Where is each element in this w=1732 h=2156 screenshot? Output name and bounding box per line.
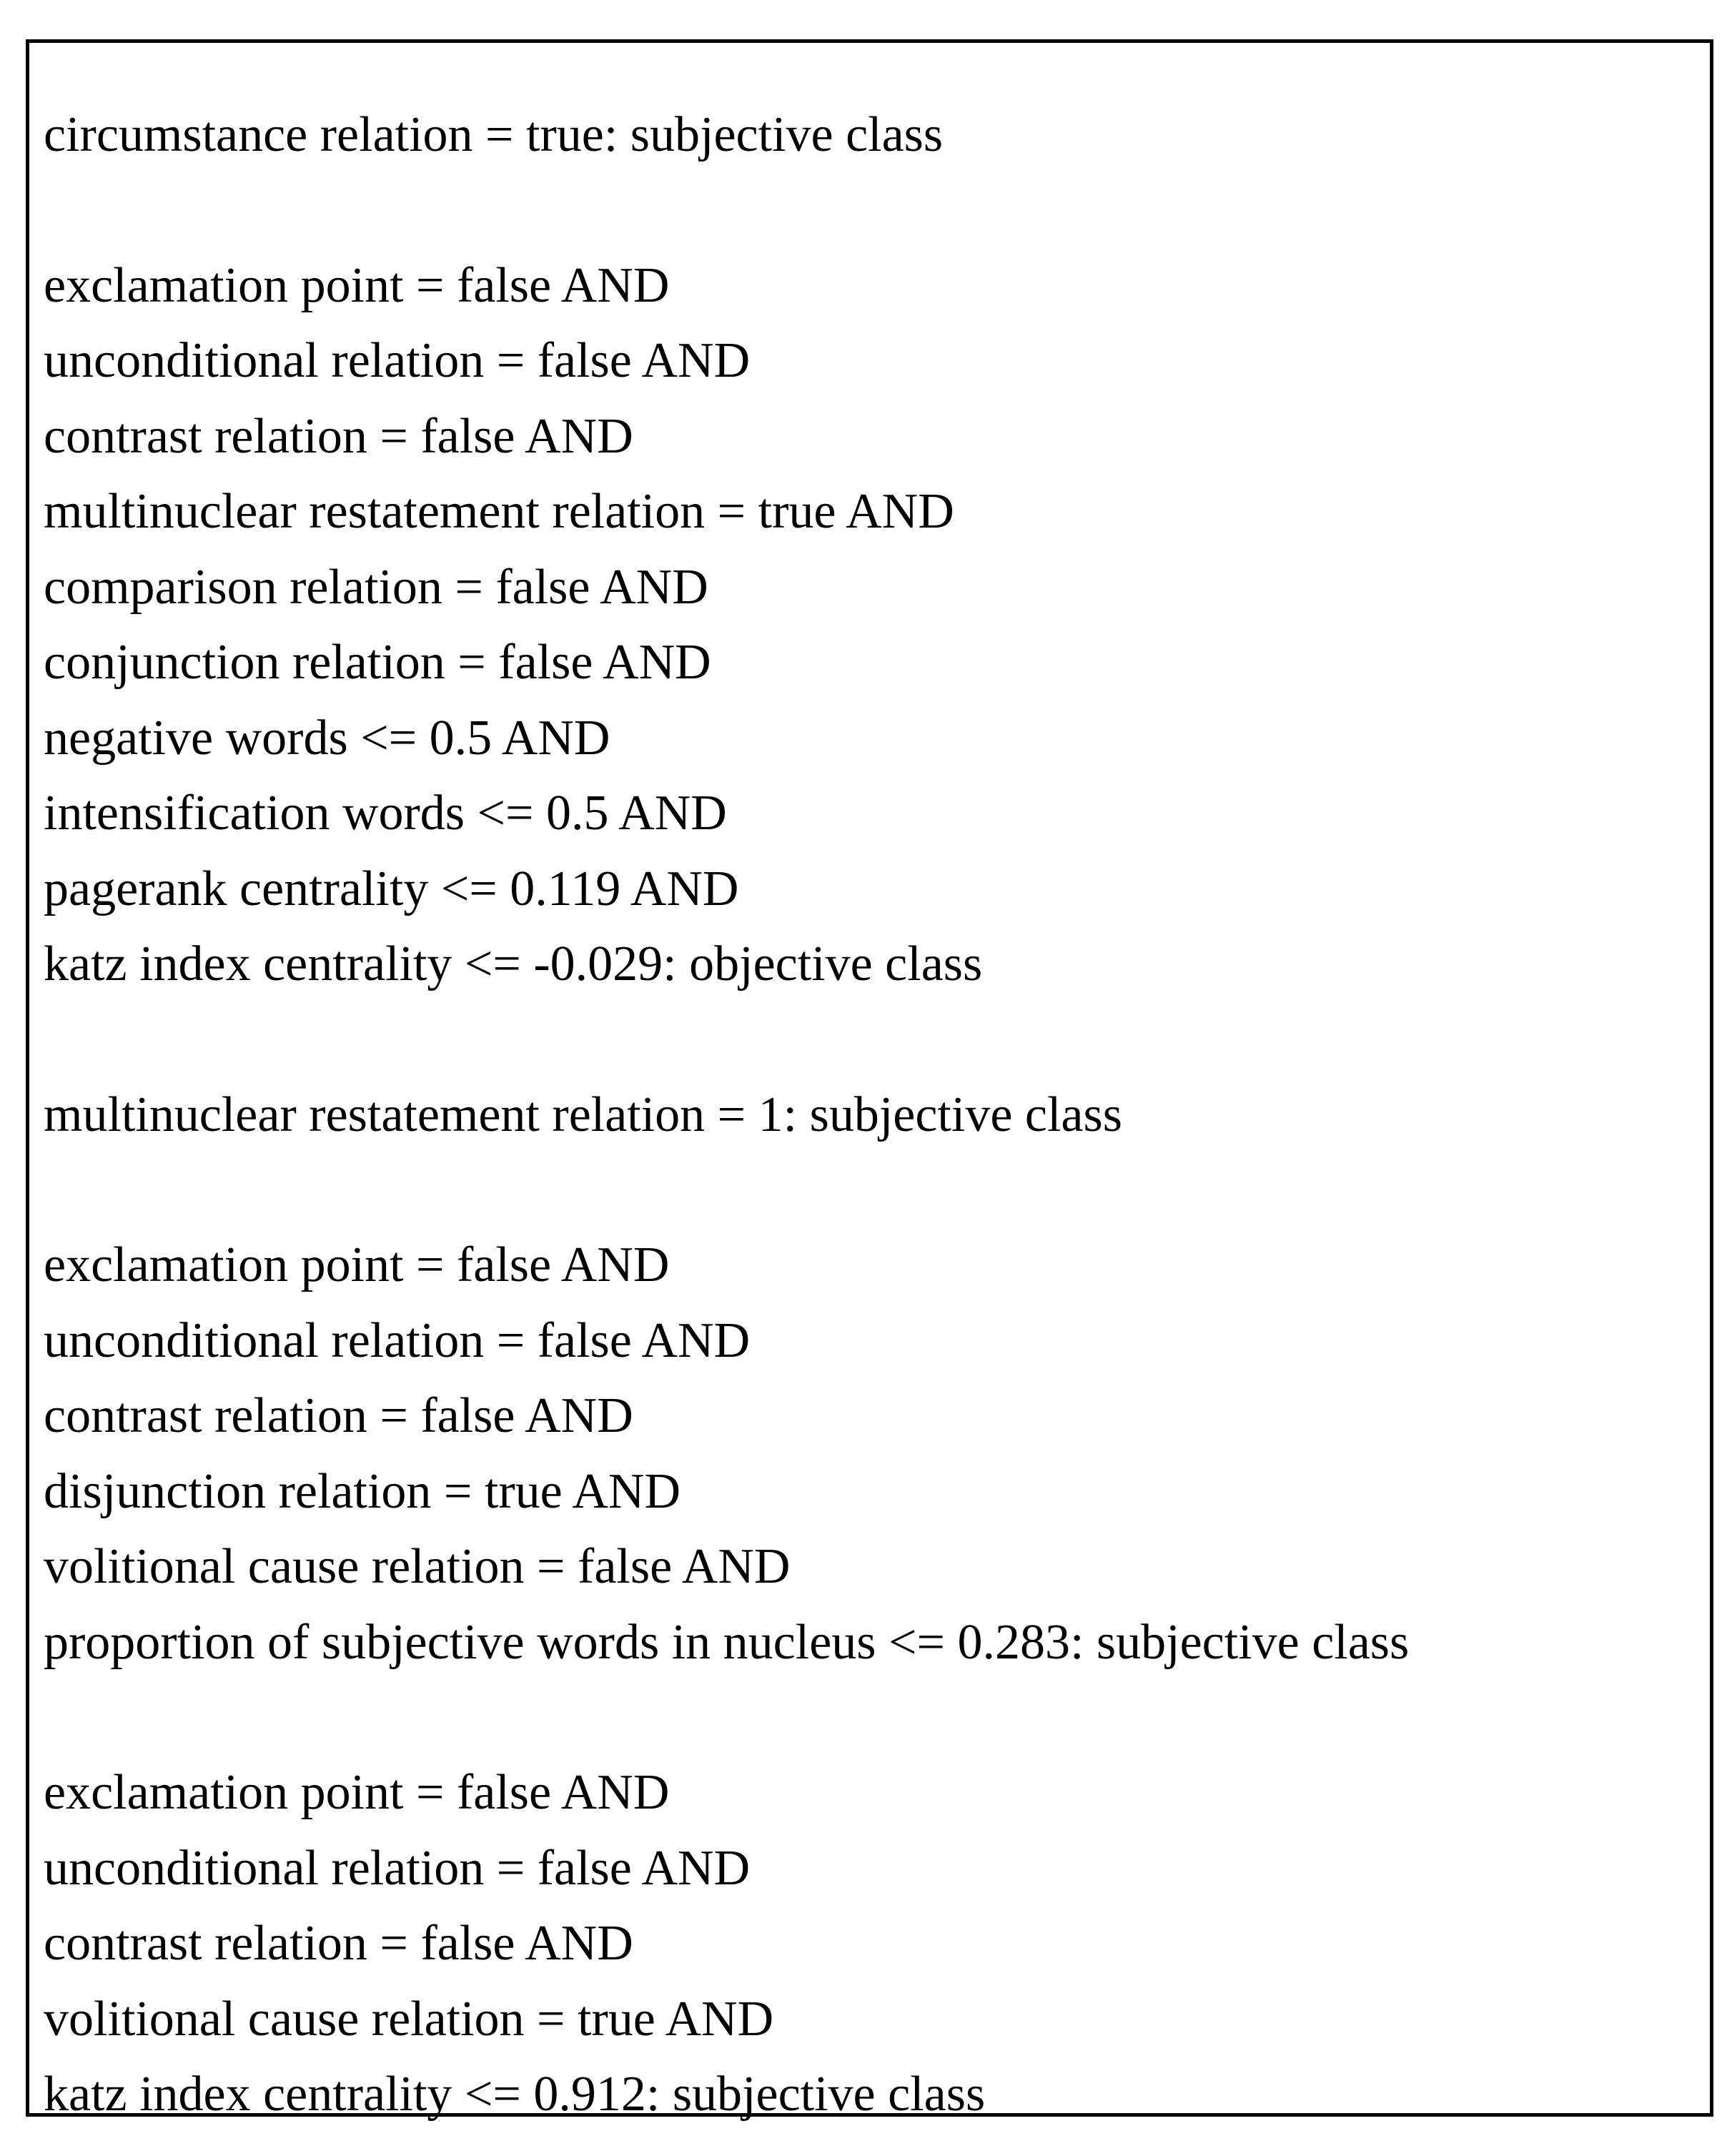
rule-line: conjunction relation = false AND: [44, 635, 711, 690]
rule-line: katz index centrality <= 0.912: subjective class: [44, 2067, 986, 2122]
rule-line: intensification words <= 0.5 AND: [44, 786, 727, 841]
rule-block: [44, 1077, 1710, 1153]
rule-line: contrast relation = false AND: [44, 1388, 633, 1443]
rule-line: comparison relation = false AND: [44, 559, 708, 615]
rule-line: katz index centrality <= -0.029: objective class: [44, 936, 983, 992]
rule-block: [44, 248, 1710, 1002]
rule-line: exclamation point = false AND: [44, 257, 670, 313]
rule-line: volitional cause relation = true AND: [44, 1991, 774, 2047]
rule-line: contrast relation = false AND: [44, 1916, 633, 1971]
rule-line: volitional cause relation = false AND: [44, 1539, 791, 1594]
rule-line: proportion of subjective words in nucleus <= 0.283: subjective class: [44, 1614, 1410, 1670]
rule-block: [44, 97, 1710, 173]
rule-line: exclamation point = false AND: [44, 1765, 670, 1820]
rules-list: [44, 97, 1710, 2132]
rule-line: unconditional relation = false AND: [44, 1840, 751, 1896]
rule-line: unconditional relation = false AND: [44, 1312, 751, 1368]
rule-block: [44, 1227, 1710, 1680]
rules-box: [26, 39, 1713, 2122]
rule-line: disjunction relation = true AND: [44, 1463, 681, 1519]
rule-line: circumstance relation = true: subjective class: [44, 107, 944, 162]
rule-line: contrast relation = false AND: [44, 408, 633, 464]
rule-line: pagerank centrality <= 0.119 AND: [44, 861, 739, 916]
rule-line: multinuclear restatement relation = true AND: [44, 484, 954, 539]
rule-line: exclamation point = false AND: [44, 1237, 670, 1292]
rule-line: multinuclear restatement relation = 1: subjective class: [44, 1087, 1122, 1142]
rule-line: negative words <= 0.5 AND: [44, 710, 610, 766]
rule-block: [44, 1755, 1710, 2132]
rule-line: unconditional relation = false AND: [44, 333, 751, 388]
